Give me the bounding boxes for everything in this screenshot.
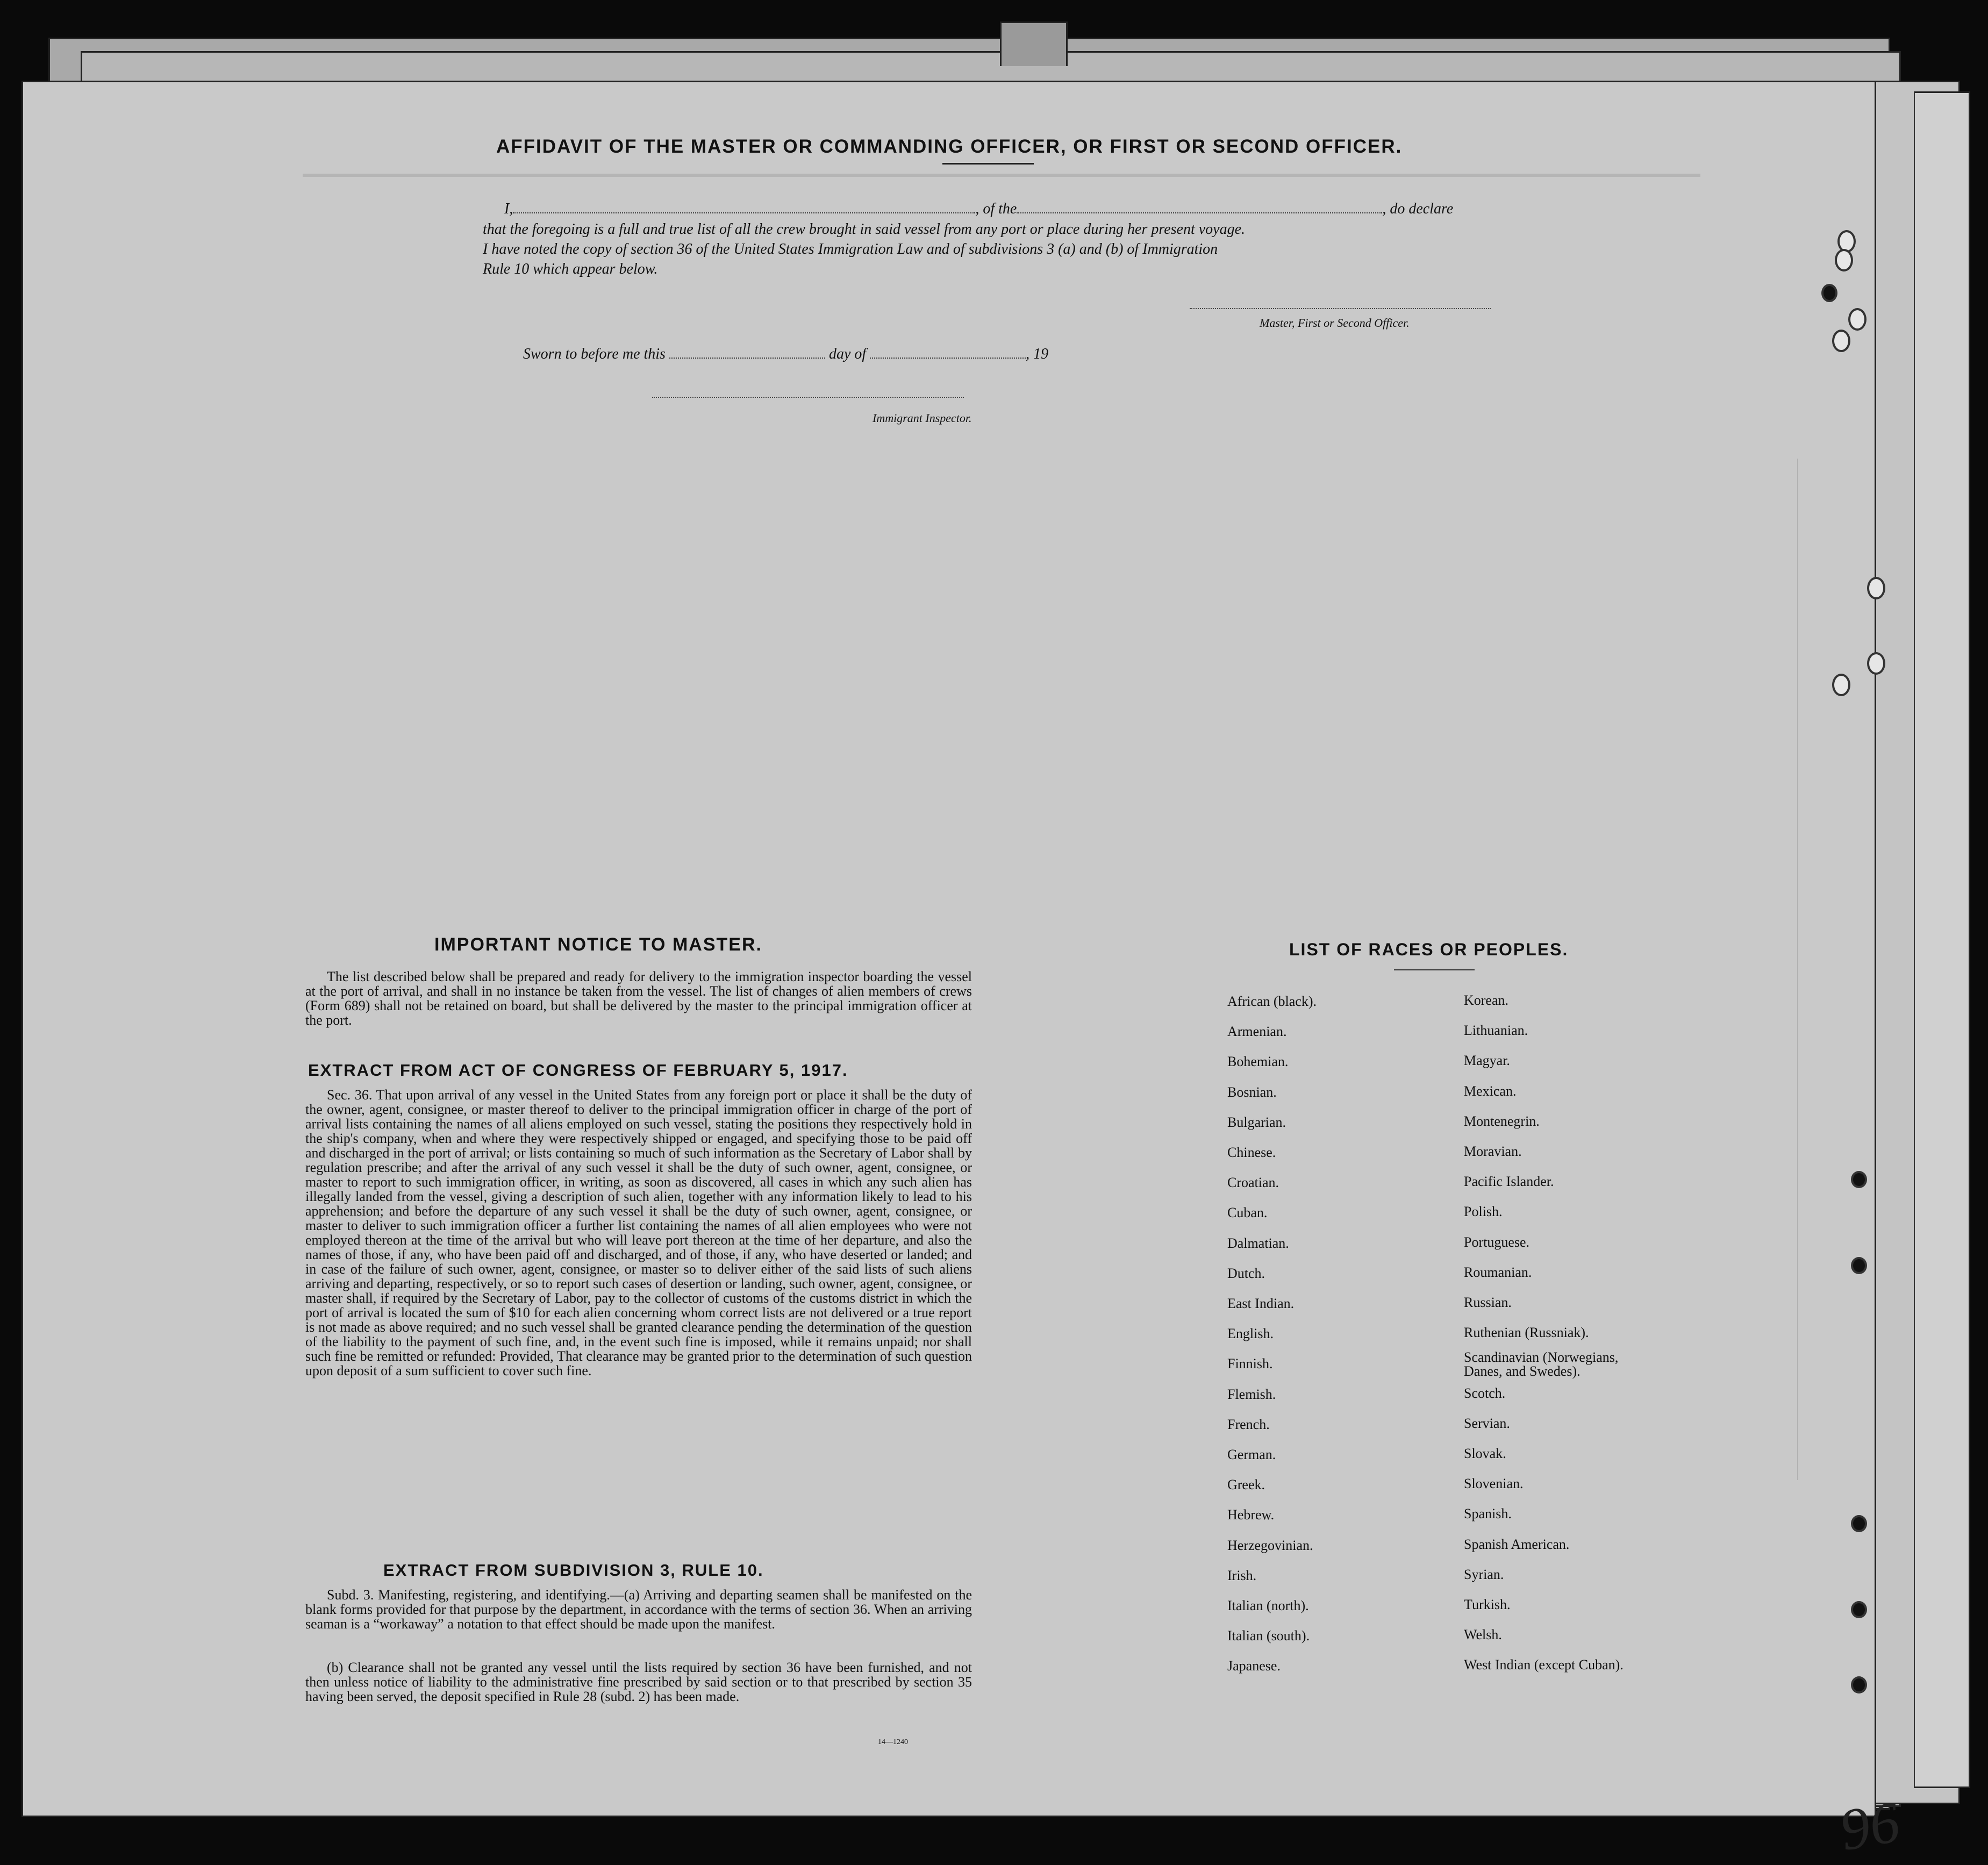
- notice-body: The list described below shall be prepared and ready for delivery to the immigration inspector boarding the vessel at the port of arrival, and shall in no instance be taken from the vessel. The list of changes of alien members of crews (Form 689) shall not be retained on board, but shall be delivered by the master to the principal immigration officer at the port.: [305, 969, 972, 1028]
- race-item: Roumanian.: [1464, 1264, 1532, 1280]
- race-item: Lithuanian.: [1464, 1023, 1528, 1039]
- races-title-underline: [1394, 969, 1475, 970]
- race-item: Montenegrin.: [1464, 1113, 1540, 1129]
- race-item: French.: [1227, 1416, 1270, 1432]
- affidavit-text: I,: [504, 201, 513, 217]
- act-extract-body: Sec. 36. That upon arrival of any vessel in the United States from any foreign port or place it shall be the duty of the owner, agent, consignee, or master thereof to deliver to the principal immigration officer in charge of the port of arrival lists containing the names of all aliens employed on such vessel, stating the positions they respectively hold in the ship's company, when and where they were respectively shipped or engaged, and specifying those to be paid off and discharged in the port of arrival; or lists containing so much of such information as the Secretary of Labor shall by regulation prescribe; and after the arrival of any such vessel it shall be the duty of such owner, agent, consignee, or master to report to such immigration officer, in writing, as soon as discovered, all cases in which any such alien has illegally landed from the vessel, giving a description of such alien, together with any information likely to lead to his apprehension; and before the departure of any such vessel it shall be the duty of such owner, agent, consignee, or master to deliver to such immigration officer a further list containing the names of all alien employees who were not employed thereon at the time of the arrival but who will leave port thereon at the time of her departure, and also the names of those, if any, who have been paid off and discharged, and of those, if any, who have deserted or landed; and in case of the failure of such owner, agent, consignee, or master so to deliver either of the said lists of such aliens arriving and departing, respectively, or so to report such cases of desertion or landing, such owner, agent, consignee, or master shall, if required by the Secretary of Labor, pay to the collector of customs of the customs district in which the port of arrival is located the sum of $10 for each alien concerning whom correct lists are not delivered or a true report is not made as above required; and no such vessel shall be granted clearance pending the determination of the question of the liability to the payment of such fine, and, in the event such fine is imposed, while it remains unpaid; nor shall such fine be remitted or refunded: Provided, That clearance may be granted prior to the determination of such question upon deposit of a sum sufficient to cover such fine.: [305, 1087, 972, 1378]
- race-item: West Indian (except Cuban).: [1464, 1657, 1624, 1673]
- race-item: Herzegovinian.: [1227, 1537, 1313, 1553]
- inspector-label: Immigrant Inspector.: [873, 411, 972, 425]
- punch-hole: [1867, 577, 1885, 599]
- affidavit-text: , do declare: [1382, 201, 1454, 217]
- race-item: Polish.: [1464, 1204, 1503, 1220]
- punch-hole: [1835, 249, 1853, 271]
- day-blank: [669, 346, 825, 359]
- month-blank: [870, 346, 1026, 359]
- race-item: Hebrew.: [1227, 1507, 1275, 1523]
- folder-tab: [1000, 22, 1068, 66]
- vessel-blank: [1017, 201, 1382, 213]
- race-item: German.: [1227, 1447, 1276, 1462]
- form-number: 14—1240: [878, 1738, 908, 1746]
- race-item: Ruthenian (Russniak).: [1464, 1325, 1589, 1341]
- race-item: Flemish.: [1227, 1386, 1276, 1402]
- act-extract-title: EXTRACT FROM ACT OF CONGRESS OF FEBRUARY 5, 1917.: [308, 1061, 848, 1080]
- race-item: Bulgarian.: [1227, 1114, 1286, 1130]
- affidavit-line-3: I have noted the copy of section 36 of the United States Immigration Law and of subdivisions 3 (a) and (b) of Immigration: [483, 241, 1218, 258]
- manifest-page: [22, 81, 1905, 1863]
- race-item: Magyar.: [1464, 1053, 1510, 1069]
- punch-hole: [1851, 1257, 1867, 1274]
- sworn-text: day of: [828, 346, 867, 362]
- punch-hole: [1848, 308, 1867, 331]
- punch-hole: [1832, 674, 1850, 696]
- race-item: Spanish American.: [1464, 1536, 1570, 1552]
- race-item: Syrian.: [1464, 1566, 1504, 1582]
- affidavit-line-1: [504, 201, 1453, 218]
- name-blank: [513, 201, 975, 213]
- rule-extract-para-a: Subd. 3. Manifesting, registering, and identifying.—(a) Arriving and departing seamen shall be manifested on the blank forms provided for that purpose by the department, in accordance with the terms of section 36. When an arriving seaman is a “workaway” a notation to that effect should be made upon the manifest.: [305, 1587, 972, 1632]
- affidavit-title: AFFIDAVIT OF THE MASTER OR COMMANDING OFFICER, OR FIRST OR SECOND OFFICER.: [496, 136, 1403, 157]
- sworn-text: Sworn to before me this: [523, 346, 666, 362]
- race-item: Scandinavian (Norwegians, Danes, and Swedes).: [1464, 1349, 1619, 1380]
- race-item: Slovak.: [1464, 1446, 1506, 1461]
- signature-label: Master, First or Second Officer.: [1260, 316, 1410, 330]
- race-item: Dalmatian.: [1227, 1235, 1289, 1251]
- race-item: Cuban.: [1227, 1205, 1268, 1221]
- rule-extract-title: EXTRACT FROM SUBDIVISION 3, RULE 10.: [383, 1561, 764, 1580]
- race-item: Italian (south).: [1227, 1628, 1310, 1644]
- race-item: Welsh.: [1464, 1627, 1502, 1643]
- race-item: Slovenian.: [1464, 1476, 1524, 1492]
- race-item: Pacific Islander.: [1464, 1174, 1554, 1190]
- punch-hole: [1821, 284, 1837, 302]
- race-item: Croatian.: [1227, 1175, 1279, 1191]
- race-item: Korean.: [1464, 992, 1509, 1008]
- punch-hole: [1867, 652, 1885, 675]
- bleed-through-column: [1776, 459, 1798, 1480]
- race-item: Finnish.: [1227, 1356, 1273, 1372]
- race-item: Greek.: [1227, 1477, 1265, 1493]
- race-item: Scotch.: [1464, 1385, 1506, 1401]
- signature-line: [1190, 308, 1491, 309]
- race-item: Turkish.: [1464, 1597, 1511, 1612]
- race-item: Dutch.: [1227, 1265, 1265, 1281]
- race-item: Spanish.: [1464, 1506, 1512, 1522]
- affidavit-line-4: Rule 10 which appear below.: [483, 261, 658, 277]
- race-item: African (black).: [1227, 994, 1317, 1009]
- punch-hole: [1851, 1171, 1867, 1188]
- race-item: Russian.: [1464, 1295, 1512, 1310]
- race-item: Mexican.: [1464, 1083, 1517, 1099]
- punch-hole: [1851, 1676, 1867, 1693]
- affidavit-line-2: that the foregoing is a full and true list of all the crew brought in said vessel from any port or place during her present voyage.: [483, 221, 1246, 238]
- race-item: Irish.: [1227, 1567, 1257, 1583]
- punch-hole: [1851, 1601, 1867, 1618]
- punch-hole: [1851, 1515, 1867, 1532]
- notice-title: IMPORTANT NOTICE TO MASTER.: [434, 934, 762, 955]
- affidavit-text: , of the: [975, 201, 1017, 217]
- sworn-text: , 19: [1026, 346, 1049, 362]
- race-item: Bohemian.: [1227, 1054, 1289, 1070]
- race-item: Japanese.: [1227, 1658, 1281, 1674]
- race-item: Italian (north).: [1227, 1598, 1309, 1613]
- race-item: Armenian.: [1227, 1024, 1287, 1040]
- handwritten-mark: 96: [1835, 1788, 1905, 1863]
- races-title: LIST OF RACES OR PEOPLES.: [1289, 940, 1569, 959]
- inspector-line: [652, 397, 964, 398]
- race-item: East Indian.: [1227, 1296, 1295, 1311]
- race-item: Moravian.: [1464, 1144, 1522, 1159]
- punch-hole: [1832, 330, 1850, 352]
- race-item: Bosnian.: [1227, 1084, 1277, 1100]
- race-item: Servian.: [1464, 1415, 1510, 1431]
- race-item: Chinese.: [1227, 1145, 1276, 1160]
- title-underline: [942, 163, 1034, 165]
- rule-extract-para-b: (b) Clearance shall not be granted any vessel until the lists required by section 36 have been furnished, and not then unless notice of liability to the administrative fine prescribed by said section or to that prescribed by section 35 having been served, the deposit specified in Rule 28 (subd. 2) has been made.: [305, 1660, 972, 1704]
- back-sheet-edge: [1914, 91, 1970, 1788]
- sworn-line: [523, 346, 1048, 363]
- race-item: Portuguese.: [1464, 1234, 1530, 1250]
- race-item: English.: [1227, 1326, 1274, 1342]
